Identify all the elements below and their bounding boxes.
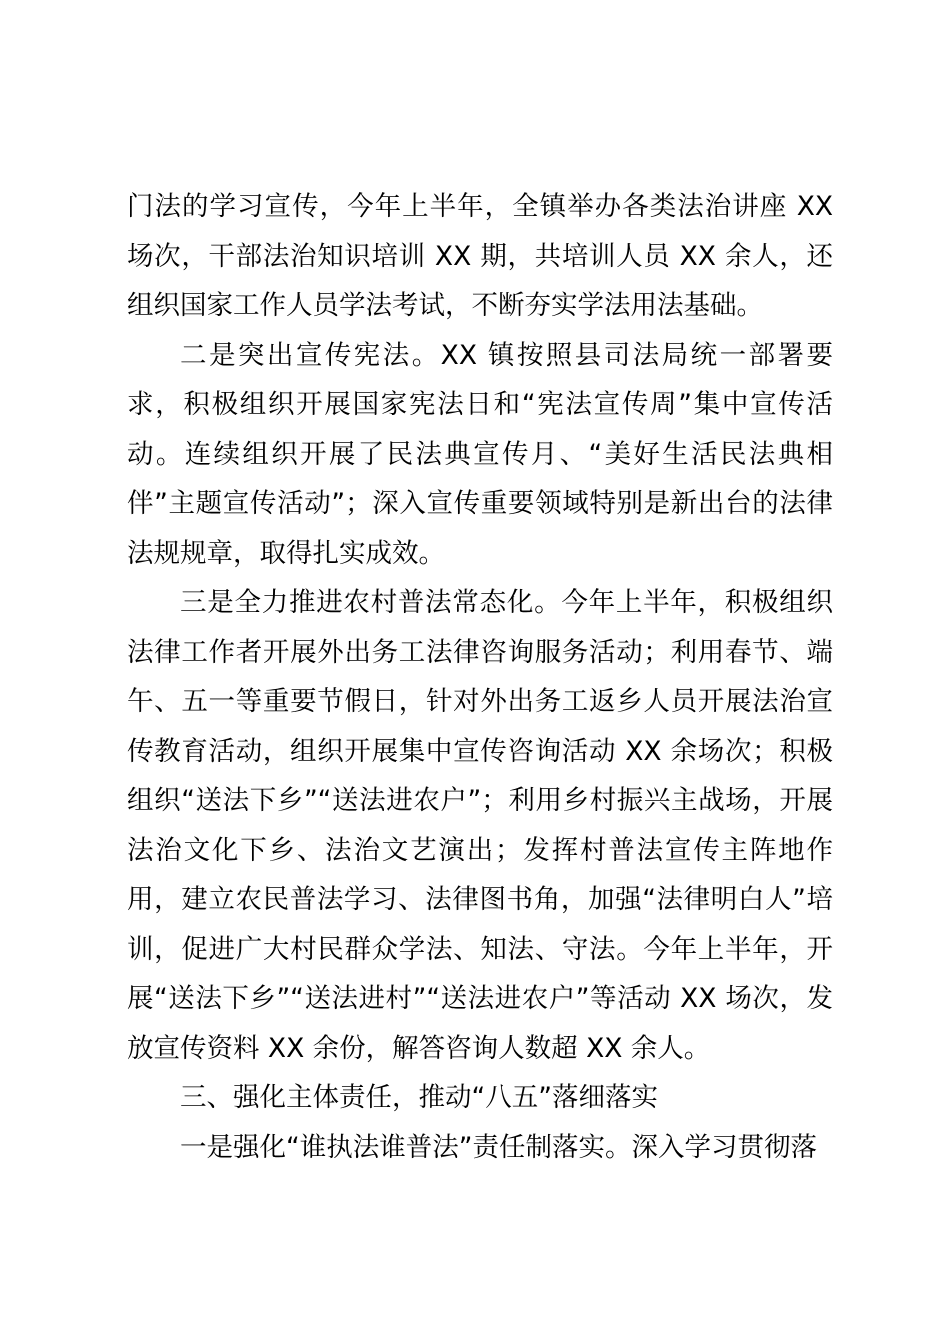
paragraph-rural-legal-education: 三是全力推进农村普法常态化。今年上半年，积极组织法律工作者开展外出务工法律咨询服务活动；利用春节、端午、五一等重要节假日，针对外出务工返乡人员开展法治宣传教育活动，组织开展集中宣传咨询活动 XX 余场次；积极组织“送法下乡”“送法进农户”；利用乡村振兴主战场，开展法治文化下乡、法治文艺演出；发挥村普法宣传主阵地作用，建立农民普法学习、法律图书角，加强“法律明白人”培训，促进广大村民群众学法、知法、守法。今年上半年，开展“送法下乡”“送法进村”“送法进农户”等活动 XX 场次，发放宣传资料 XX 余份，解答咨询人数超 XX 余人。 [127,587,833,1064]
paragraph-constitution-publicity: 二是突出宣传宪法。XX 镇按照县司法局统一部署要求，积极组织开展国家宪法日和“宪法宣传周”集中宣传活动。连续组织开展了民法典宣传月、“美好生活民法典相伴”主题宣传活动”；深入宣传重要领域特别是新出台的法律法规规章，取得扎实成效。 [127,339,833,569]
paragraph-responsibility-system: 一是强化“谁执法谁普法”责任制落实。深入学习贯彻落 [180,1131,817,1163]
section-heading: 三、强化主体责任，推动“八五”落细落实 [180,1082,658,1113]
paragraph-continuation: 门法的学习宣传，今年上半年，全镇举办各类法治讲座 XX 场次，干部法治知识培训 XX 期，共培训人员 XX 余人，还组织国家工作人员学法考试，不断夯实学法用法基础。 [127,191,833,321]
document-page [127,182,833,1172]
